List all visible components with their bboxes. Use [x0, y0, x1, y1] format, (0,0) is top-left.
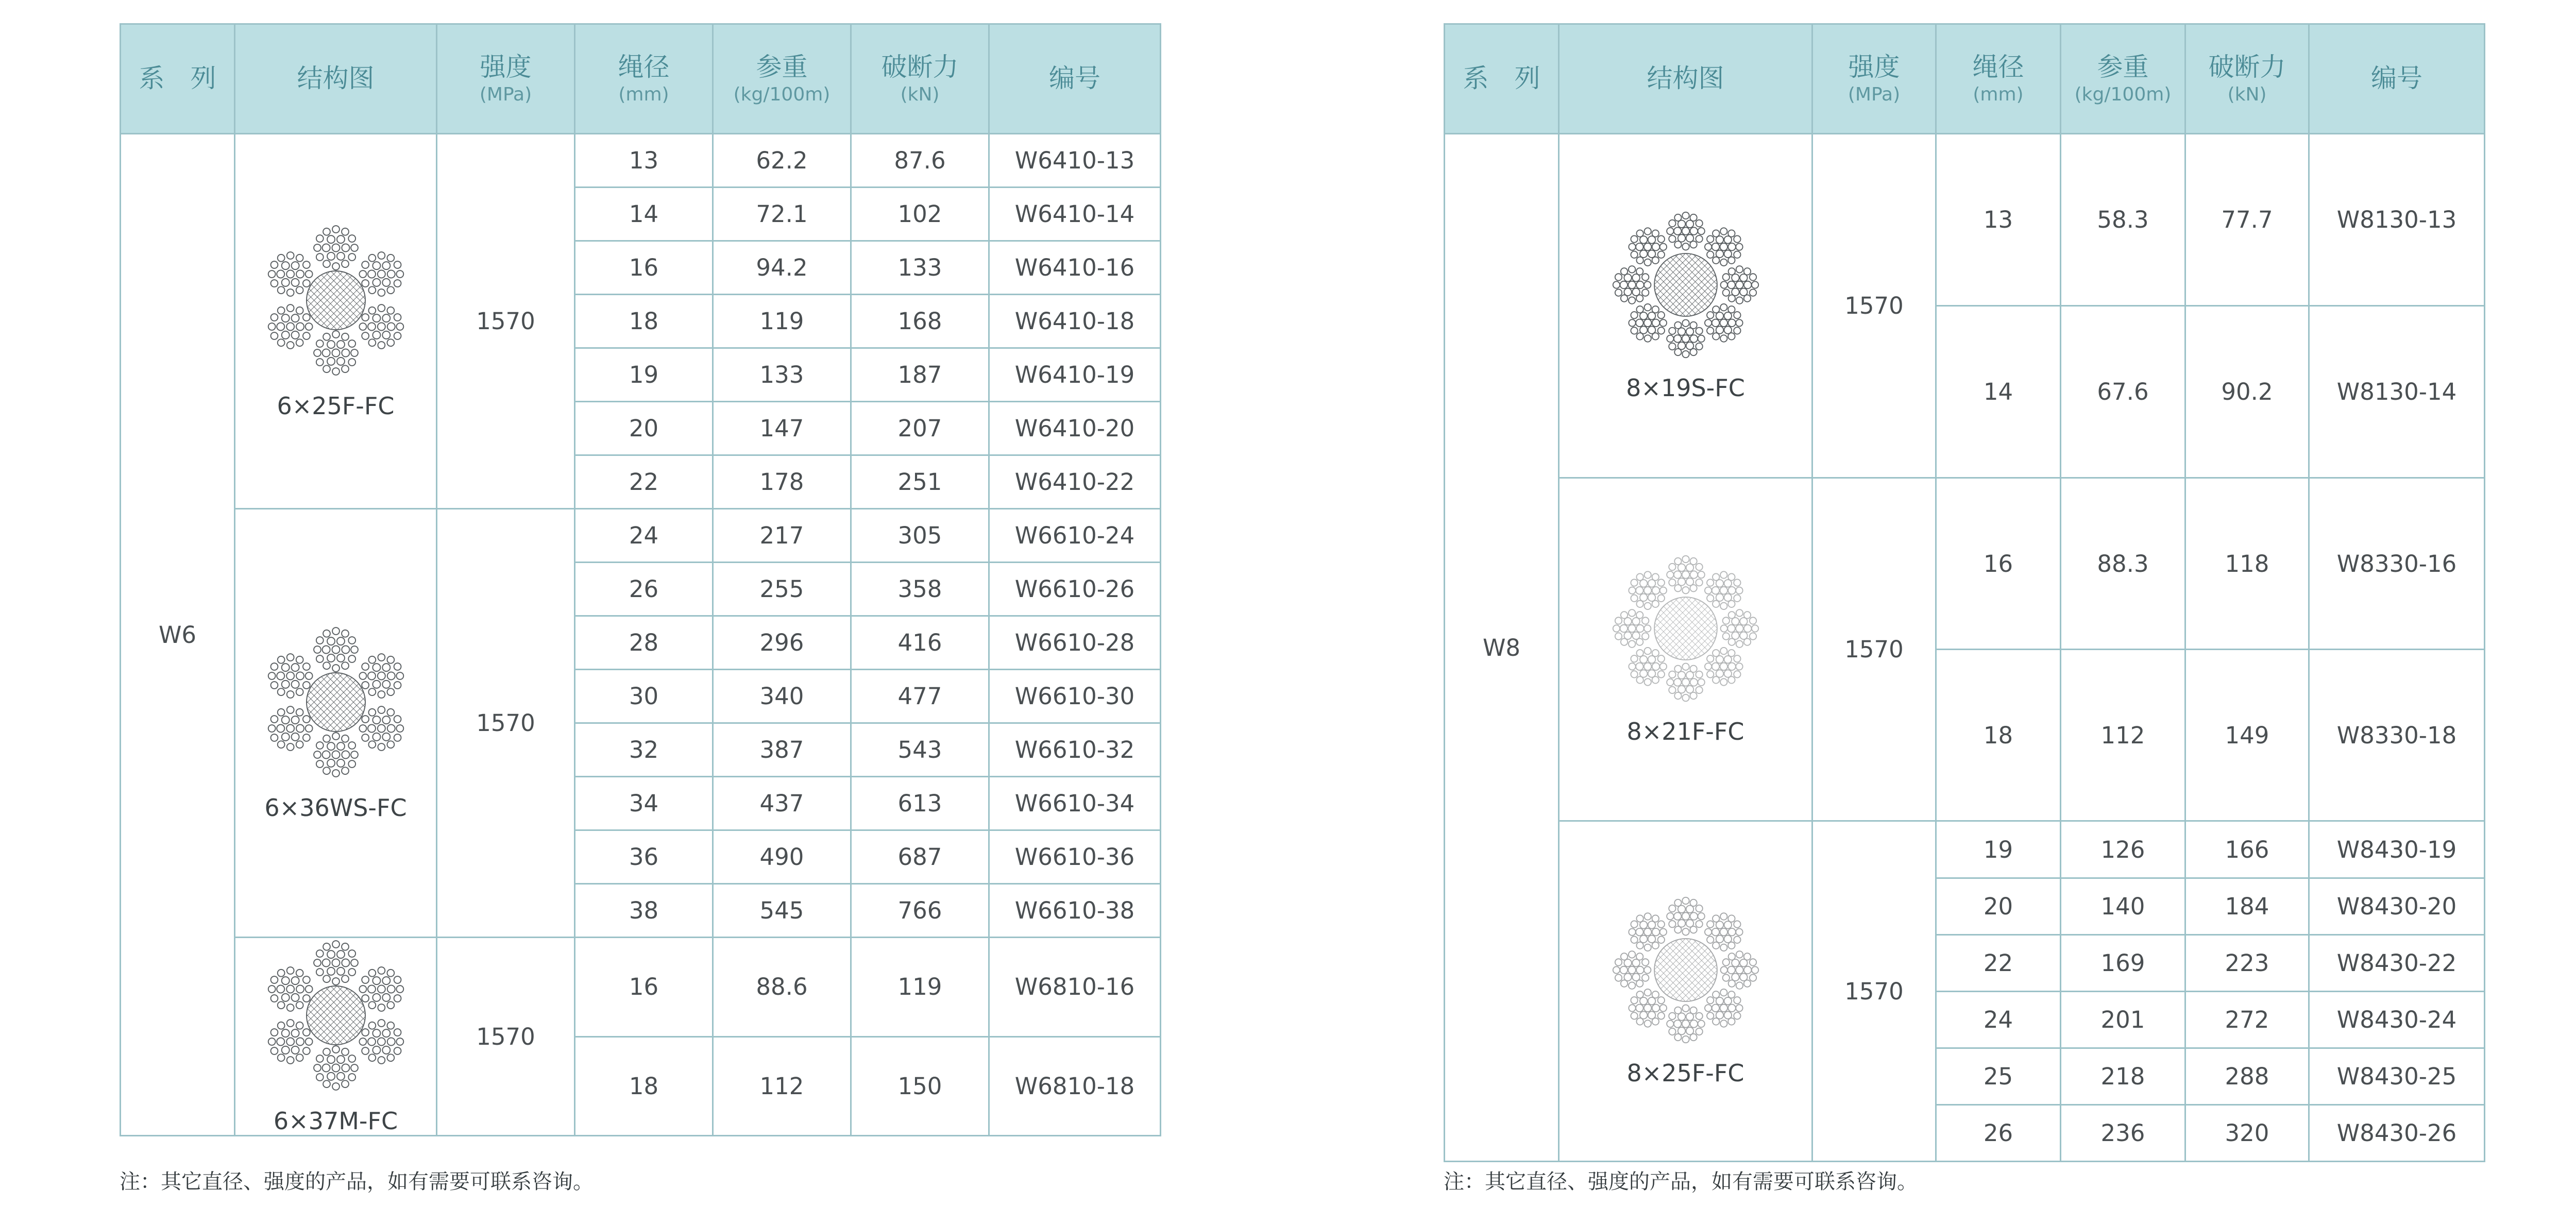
- rope-cross-section-icon: [259, 625, 413, 779]
- structure-label: 8×25F-FC: [1626, 1059, 1744, 1087]
- weight-cell: 58.3: [2061, 134, 2185, 306]
- header-code: 编号: [2309, 24, 2485, 134]
- breaking-force-cell: 87.6: [851, 134, 989, 188]
- breaking-force-cell: 90.2: [2185, 306, 2309, 478]
- diameter-cell: 14: [1936, 306, 2061, 478]
- breaking-force-cell: 166: [2185, 821, 2309, 878]
- diameter-cell: 36: [575, 830, 713, 884]
- breaking-force-cell: 543: [851, 723, 989, 777]
- weight-cell: 236: [2061, 1105, 2185, 1162]
- weight-cell: 490: [713, 830, 851, 884]
- diameter-cell: 26: [575, 563, 713, 616]
- strength-cell: 1570: [1812, 134, 1936, 478]
- diameter-cell: 28: [575, 616, 713, 670]
- code-cell: W8430-26: [2309, 1105, 2485, 1162]
- diameter-cell: 18: [575, 295, 713, 348]
- breaking-force-cell: 305: [851, 509, 989, 563]
- weight-cell: 296: [713, 616, 851, 670]
- weight-cell: 218: [2061, 1048, 2185, 1105]
- breaking-force-cell: 358: [851, 563, 989, 616]
- diameter-cell: 22: [575, 455, 713, 509]
- weight-cell: 119: [713, 295, 851, 348]
- code-cell: W8430-20: [2309, 878, 2485, 935]
- weight-cell: 178: [713, 455, 851, 509]
- code-cell: W6410-14: [989, 188, 1161, 241]
- header-strength: 强度 (MPa): [1812, 24, 1936, 134]
- header-diameter: 绳径 (mm): [575, 24, 713, 134]
- strength-cell: 1570: [437, 509, 575, 938]
- weight-cell: 67.6: [2061, 306, 2185, 478]
- breaking-force-cell: 119: [851, 938, 989, 1037]
- diameter-cell: 16: [1936, 478, 2061, 650]
- breaking-force-cell: 613: [851, 777, 989, 830]
- breaking-force-cell: 187: [851, 348, 989, 402]
- breaking-force-cell: 133: [851, 241, 989, 295]
- diameter-cell: 20: [575, 402, 713, 455]
- diameter-cell: 24: [575, 509, 713, 563]
- series-cell: W6: [121, 134, 235, 1136]
- breaking-force-cell: 251: [851, 455, 989, 509]
- header-weight: 参重 (kg/100m): [713, 24, 851, 134]
- code-cell: W6410-19: [989, 348, 1161, 402]
- header-code: 编号: [989, 24, 1161, 134]
- structure-cell: [1559, 134, 1812, 478]
- footnote-left: 注：其它直径、强度的产品，如有需要可联系咨询。: [120, 1170, 594, 1194]
- structure-label: 8×19S-FC: [1626, 373, 1745, 402]
- rope-cross-section-icon: [259, 223, 413, 378]
- structure-cell: [235, 509, 437, 938]
- code-cell: W6810-18: [989, 1036, 1161, 1136]
- weight-cell: 126: [2061, 821, 2185, 878]
- diameter-cell: 24: [1936, 992, 2061, 1048]
- header-row: [1445, 24, 2485, 134]
- breaking-force-cell: 272: [2185, 992, 2309, 1048]
- diameter-cell: 30: [575, 670, 713, 723]
- series-cell: W8: [1445, 134, 1559, 1162]
- structure-cell: [1559, 821, 1812, 1162]
- table-row: [1445, 478, 2485, 650]
- code-cell: W8430-24: [2309, 992, 2485, 1048]
- breaking-force-cell: 288: [2185, 1048, 2309, 1105]
- diameter-cell: 19: [575, 348, 713, 402]
- footnote-right: 注：其它直径、强度的产品，如有需要可联系咨询。: [1444, 1170, 1918, 1194]
- spec-table-w8: [1444, 23, 2485, 1162]
- code-cell: W8430-25: [2309, 1048, 2485, 1105]
- left-spec-panel: [120, 23, 1161, 1136]
- code-cell: W6410-13: [989, 134, 1161, 188]
- code-cell: W6610-36: [989, 830, 1161, 884]
- diameter-cell: 14: [575, 188, 713, 241]
- header-structure: 结构图: [1559, 24, 1812, 134]
- header-breaking: 破断力 (kN): [2185, 24, 2309, 134]
- header-series: 系 列: [121, 24, 235, 134]
- code-cell: W6610-26: [989, 563, 1161, 616]
- code-cell: W8130-14: [2309, 306, 2485, 478]
- code-cell: W6610-34: [989, 777, 1161, 830]
- strength-cell: 1570: [437, 938, 575, 1136]
- weight-cell: 94.2: [713, 241, 851, 295]
- code-cell: W6810-16: [989, 938, 1161, 1037]
- breaking-force-cell: 320: [2185, 1105, 2309, 1162]
- breaking-force-cell: 207: [851, 402, 989, 455]
- weight-cell: 133: [713, 348, 851, 402]
- weight-cell: 169: [2061, 935, 2185, 992]
- code-cell: W8130-13: [2309, 134, 2485, 306]
- diameter-cell: 26: [1936, 1105, 2061, 1162]
- table-row: [121, 509, 1161, 563]
- strength-cell: 1570: [1812, 478, 1936, 821]
- spec-table-w6: [120, 23, 1161, 1136]
- breaking-force-cell: 223: [2185, 935, 2309, 992]
- structure-label: 6×36WS-FC: [264, 793, 407, 822]
- breaking-force-cell: 118: [2185, 478, 2309, 650]
- header-row: [121, 24, 1161, 134]
- weight-cell: 72.1: [713, 188, 851, 241]
- code-cell: W6410-16: [989, 241, 1161, 295]
- weight-cell: 217: [713, 509, 851, 563]
- weight-cell: 255: [713, 563, 851, 616]
- diameter-cell: 34: [575, 777, 713, 830]
- structure-label: 8×21F-FC: [1626, 717, 1744, 745]
- code-cell: W8330-16: [2309, 478, 2485, 650]
- structure-cell: [235, 938, 437, 1136]
- diameter-cell: 19: [1936, 821, 2061, 878]
- breaking-force-cell: 77.7: [2185, 134, 2309, 306]
- breaking-force-cell: 150: [851, 1036, 989, 1136]
- code-cell: W6610-38: [989, 884, 1161, 938]
- strength-cell: 1570: [437, 134, 575, 509]
- code-cell: W6610-30: [989, 670, 1161, 723]
- table-body-w6: [121, 134, 1161, 1136]
- breaking-force-cell: 687: [851, 830, 989, 884]
- code-cell: W8330-18: [2309, 650, 2485, 821]
- header-strength: 强度 (MPa): [437, 24, 575, 134]
- weight-cell: 340: [713, 670, 851, 723]
- header-structure: 结构图: [235, 24, 437, 134]
- code-cell: W6610-24: [989, 509, 1161, 563]
- right-spec-panel: [1444, 23, 2485, 1162]
- structure-cell: [235, 134, 437, 509]
- diameter-cell: 38: [575, 884, 713, 938]
- code-cell: W6610-32: [989, 723, 1161, 777]
- diameter-cell: 22: [1936, 935, 2061, 992]
- diameter-cell: 13: [575, 134, 713, 188]
- breaking-force-cell: 168: [851, 295, 989, 348]
- header-diameter: 绳径 (mm): [1936, 24, 2061, 134]
- rope-cross-section-icon: [259, 938, 413, 1093]
- structure-cell: [1559, 478, 1812, 821]
- weight-cell: 545: [713, 884, 851, 938]
- weight-cell: 62.2: [713, 134, 851, 188]
- diameter-cell: 25: [1936, 1048, 2061, 1105]
- breaking-force-cell: 102: [851, 188, 989, 241]
- weight-cell: 201: [2061, 992, 2185, 1048]
- diameter-cell: 13: [1936, 134, 2061, 306]
- weight-cell: 437: [713, 777, 851, 830]
- diameter-cell: 16: [575, 241, 713, 295]
- weight-cell: 140: [2061, 878, 2185, 935]
- diameter-cell: 16: [575, 938, 713, 1037]
- structure-label: 6×37M-FC: [273, 1107, 398, 1135]
- rope-cross-section-icon: [1611, 554, 1760, 703]
- code-cell: W6410-18: [989, 295, 1161, 348]
- breaking-force-cell: 184: [2185, 878, 2309, 935]
- code-cell: W6410-20: [989, 402, 1161, 455]
- header-weight: 参重 (kg/100m): [2061, 24, 2185, 134]
- table-body-w8: [1445, 134, 2485, 1162]
- header-breaking: 破断力 (kN): [851, 24, 989, 134]
- code-cell: W6410-22: [989, 455, 1161, 509]
- rope-cross-section-icon: [1611, 210, 1760, 360]
- structure-label: 6×25F-FC: [277, 392, 395, 420]
- diameter-cell: 20: [1936, 878, 2061, 935]
- table-row: [1445, 134, 2485, 306]
- weight-cell: 88.3: [2061, 478, 2185, 650]
- weight-cell: 112: [713, 1036, 851, 1136]
- breaking-force-cell: 416: [851, 616, 989, 670]
- diameter-cell: 32: [575, 723, 713, 777]
- weight-cell: 387: [713, 723, 851, 777]
- weight-cell: 147: [713, 402, 851, 455]
- table-row: [121, 938, 1161, 1037]
- breaking-force-cell: 477: [851, 670, 989, 723]
- code-cell: W8430-19: [2309, 821, 2485, 878]
- strength-cell: 1570: [1812, 821, 1936, 1162]
- weight-cell: 88.6: [713, 938, 851, 1037]
- diameter-cell: 18: [1936, 650, 2061, 821]
- breaking-force-cell: 149: [2185, 650, 2309, 821]
- code-cell: W8430-22: [2309, 935, 2485, 992]
- diameter-cell: 18: [575, 1036, 713, 1136]
- rope-cross-section-icon: [1611, 895, 1760, 1045]
- code-cell: W6610-28: [989, 616, 1161, 670]
- table-row: [121, 134, 1161, 188]
- header-series: 系 列: [1445, 24, 1559, 134]
- table-row: [1445, 821, 2485, 878]
- breaking-force-cell: 766: [851, 884, 989, 938]
- weight-cell: 112: [2061, 650, 2185, 821]
